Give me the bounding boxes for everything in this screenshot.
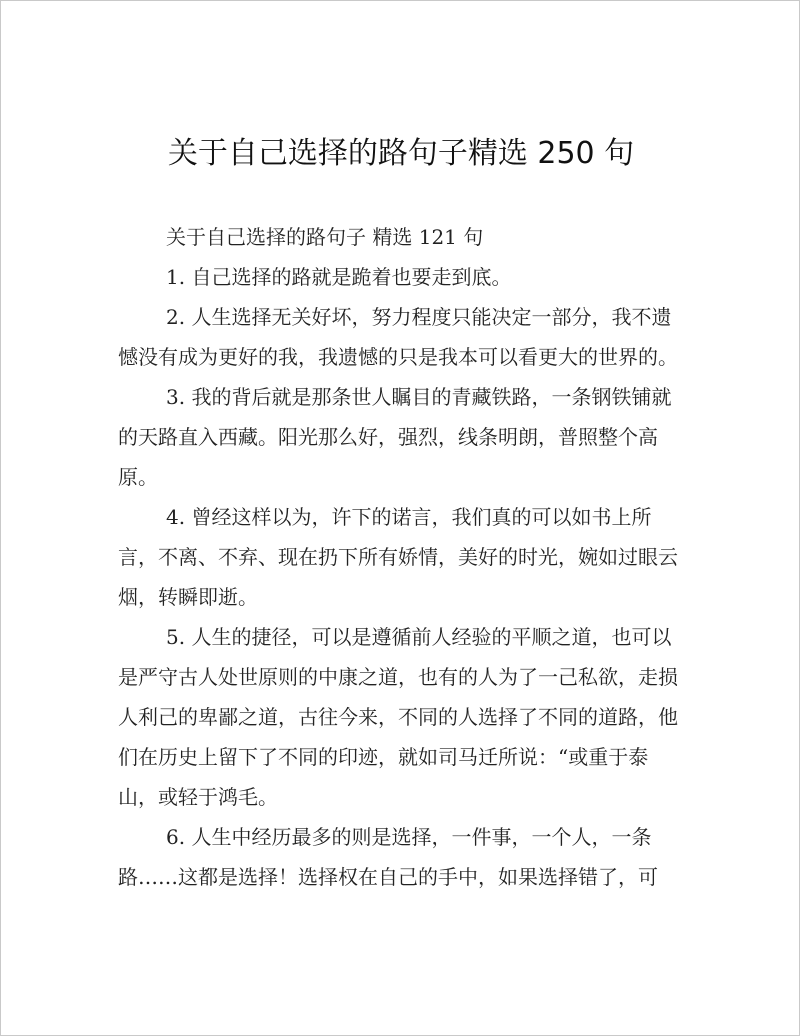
document-title: 关于自己选择的路句子精选 250 句	[167, 136, 635, 171]
paragraph-subtitle: 关于自己选择的路句子 精选 121 句	[166, 225, 484, 249]
document-body	[118, 217, 686, 897]
paragraph-item-2: 2. 人生选择无关好坏，努力程度只能决定一部分，我不遗憾没有成为更好的我，我遗憾的只是我本可以看更大的世界的。	[118, 305, 678, 369]
paragraph-item-1: 1. 自己选择的路就是跪着也要走到底。	[166, 265, 512, 289]
paragraph-item-3: 3. 我的背后就是那条世人瞩目的青藏铁路，一条钢铁铺就的天路直入西藏。阳光那么好，强烈，线条明朗，普照整个高原。	[118, 385, 672, 489]
paragraph-item-6: 6. 人生中经历最多的则是选择，一件事，一个人，一条路……这都是选择！选择权在自己的手中，如果选择错了，可	[118, 825, 658, 889]
paragraph-item-5: 5. 人生的捷径，可以是遵循前人经验的平顺之道，也可以是严守古人处世原则的中康之道，也有的人为了一己私欲，走损人利己的卑鄙之道，古往今来，不同的人选择了不同的道路，他们在历史上留下了不同的印迹，就如司马迁所说：“或重于泰山，或轻于鸿毛。	[118, 625, 678, 809]
paragraph-item-4: 4. 曾经这样以为，许下的诺言，我们真的可以如书上所言，不离、不弃、现在扔下所有娇情，美好的时光，婉如过眼云烟，转瞬即逝。	[118, 505, 678, 609]
